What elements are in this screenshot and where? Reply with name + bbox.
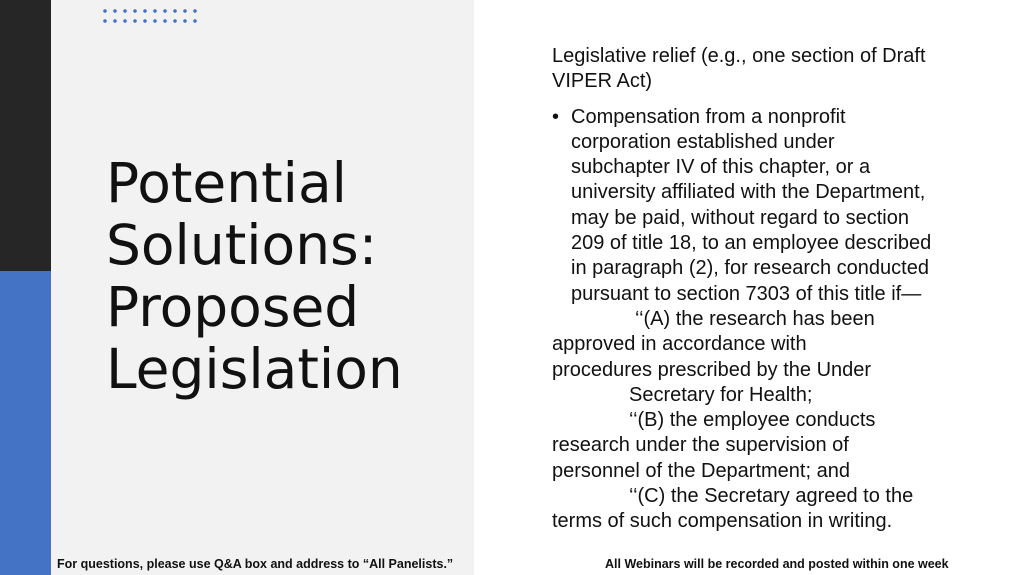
- bullet-line: university affiliated with the Department,: [571, 181, 926, 204]
- bullet-line: subchapter IV of this chapter, or a: [571, 156, 871, 179]
- title-line: Solutions:: [106, 213, 378, 277]
- footer-questions-note: For questions, please use Q&A box and address to “All Panelists.”: [57, 557, 454, 571]
- clause-a: [552, 307, 982, 408]
- blue-accent-bar: [0, 271, 51, 575]
- footer-recording-note: All Webinars will be recorded and posted within one week: [605, 557, 949, 571]
- clause-c: [552, 484, 982, 535]
- dark-accent-bar: [0, 0, 51, 271]
- bullet-line: pursuant to section 7303 of this title if—: [571, 282, 922, 305]
- clause-line: ‘‘(C) the Secretary agreed to the: [629, 485, 914, 508]
- bullet-icon: •: [552, 105, 560, 128]
- bullet-line: in paragraph (2), for research conducted: [571, 257, 929, 280]
- slide-body: [552, 44, 982, 535]
- bullet-line: Compensation from a nonprofit: [571, 105, 846, 128]
- bullet-item: [552, 105, 982, 307]
- slide-title: [106, 152, 466, 400]
- clause-line: terms of such compensation in writing.: [552, 510, 893, 533]
- dot-grid-decoration: [100, 6, 200, 26]
- bullet-line: corporation established under: [571, 130, 835, 153]
- intro-line: Legislative relief (e.g., one section of Draft: [552, 45, 926, 67]
- title-line: Legislation: [106, 337, 403, 401]
- clause-line: personnel of the Department; and: [552, 459, 850, 482]
- title-line: Proposed: [106, 275, 360, 339]
- intro-line: VIPER Act): [552, 70, 653, 93]
- bullet-line: may be paid, without regard to section: [571, 206, 909, 229]
- bullet-line: 209 of title 18, to an employee described: [571, 232, 932, 255]
- clause-line: Secretary for Health;: [629, 383, 813, 406]
- intro-text: [552, 44, 982, 95]
- clause-line: procedures prescribed by the Under: [552, 358, 872, 381]
- clause-line: ‘‘(A) the research has been: [635, 307, 875, 330]
- clause-line: approved in accordance with: [552, 333, 807, 356]
- clause-line: research under the supervision of: [552, 434, 849, 457]
- clause-b: [552, 408, 982, 484]
- title-line: Potential: [106, 151, 347, 215]
- clause-line: ‘‘(B) the employee conducts: [629, 409, 876, 432]
